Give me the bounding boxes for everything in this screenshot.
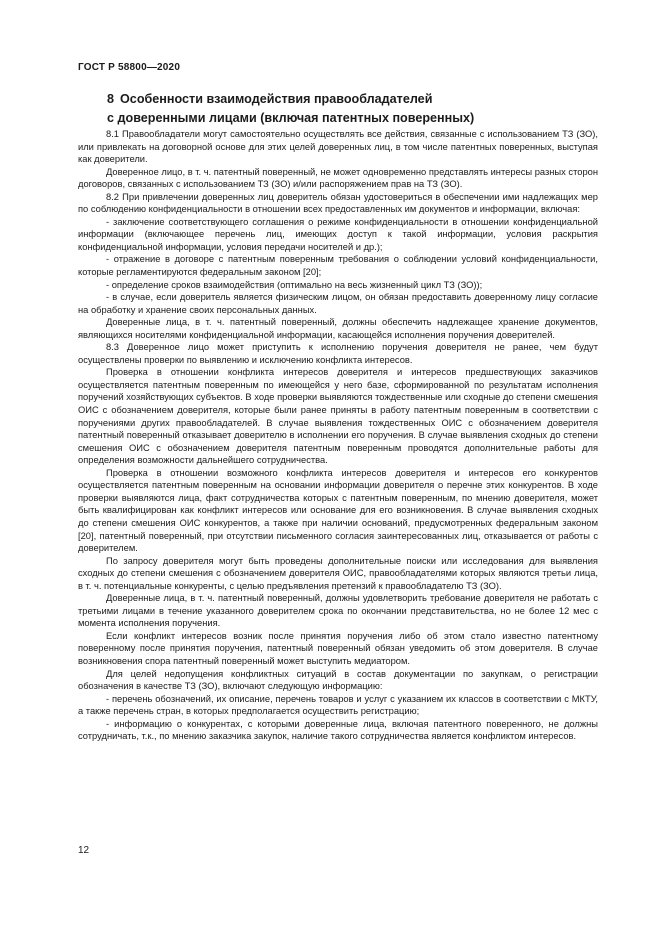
list-item: - перечень обозначений, их описание, перечень товаров и услуг с указанием их классов в соответствии с МКТУ, а также перечень стран, в которых предполагается осуществить регистрацию; bbox=[78, 693, 598, 717]
list-item: - заключение соответствующего соглашения о режиме конфиденциальности в отношении конфиденциальной информации (включающее перечень лиц, имеющих доступ к такой информации, условия раскрытия конфиденциальной информации, условия передачи носителей и др.); bbox=[78, 216, 598, 252]
section-title-line2: с доверенными лицами (включая патентных поверенных) bbox=[107, 111, 475, 125]
paragraph: По запросу доверителя могут быть проведены дополнительные поиски или исследования для выявления сходных до степени смешения с обозначением доверителя ОИС, правообладателями которых являются третьи лица, в т. ч. потенциальные конкуренты, с целью предъявления претензий к правообладателю ТЗ (ЗО). bbox=[78, 555, 598, 591]
paragraph: Доверенные лица, в т. ч. патентный поверенный, должны удовлетворить требование доверителя не работать с третьими лицами в течение указанного доверителем срока по окончании представительства, но не более 12 мес с момента исполнения поручения. bbox=[78, 593, 598, 629]
paragraph: Проверка в отношении возможного конфликта интересов доверителя и интересов его конкурентов осуществляется патентным поверенным на основании информации доверителя о перечне этих конкурентов. В ходе проверки выявляются лица, факт сотрудничества которых с патентным поверенным, по мнению доверителя, может быть квалифицирован как конфликт интересов или основание для его возникновения. В случае выявления сходных до степени смешения ОИС конкурентов, а также при наличии оснований, предусмотренных федеральным законом [20], патентный поверенный, при отсутствии письменного согласия заинтересованных лиц, отказывается от работы с доверителем. bbox=[78, 467, 598, 554]
section-title-line1: Особенности взаимодействия правообладателей bbox=[120, 92, 433, 106]
section-number: 8 bbox=[107, 92, 115, 106]
section-title bbox=[107, 90, 587, 128]
paragraph: Доверенное лицо, в т. ч. патентный поверенный, не может одновременно представлять интересы разных сторон договоров, связанных с использованием ТЗ (ЗО) и/или распоряжением прав на ТЗ (ЗО). bbox=[78, 166, 599, 190]
list-item: - определение сроков взаимодействия (оптимально на весь жизненный цикл ТЗ (ЗО)); bbox=[106, 279, 483, 290]
paragraph: 8.3 Доверенное лицо может приступить к исполнению поручения доверителя не ранее, чем будут осуществлены проверки по выявлению и исключению конфликта интересов. bbox=[78, 342, 598, 365]
paragraph: 8.1 Правообладатели могут самостоятельно осуществлять все действия, связанные с использованием ТЗ (ЗО), или привлекать на договорной основе для этих целей доверенных лиц, в том числе патентных поверенных, выступая как доверители. bbox=[78, 129, 598, 165]
list-item: - отражение в договоре с патентным поверенным требования о соблюдении условий конфиденциальности, которые регламентируются федеральным законом [20]; bbox=[78, 254, 598, 278]
paragraph: 8.2 При привлечении доверенных лиц доверитель обязан удостовериться в обеспечении ими надлежащих мер по соблюдению конфиденциальности в отношении всех предоставленных им документов и информации, включая: bbox=[78, 191, 598, 215]
paragraph: Если конфликт интересов возник после принятия поручения либо об этом стало известно патентному поверенному после принятия поручения, патентный поверенный обязан уведомить об этом доверителя. В случае возникновения спора патентный поверенный может выступить медиатором. bbox=[78, 630, 598, 666]
section-body bbox=[78, 128, 598, 743]
paragraph: Проверка в отношении конфликта интересов доверителя и интересов предшествующих заказчиков осуществляется патентным поверенным по имеющейся у него базе, сформированной по результатам исполнения поручений хозяйствующих субъектов. В ходе проверки выявляются тождественные или сходные до степени смешения ОИС с обозначением доверителя, которые были ранее приняты в работу патентным поверенным в соответствии с поручениями других правообладателей. В случае выявления тождественных ОИС с обозначением доверителя патентный поверенный отказывает доверителю в исполнении его поручения. В случае выявления сходных до степени смешения ОИС с обозначением доверителя патентным поверенным проводятся дополнительные работы для определения возможности дальнейшего сотрудничества. bbox=[78, 367, 598, 466]
page-number: 12 bbox=[78, 845, 90, 856]
document-header: ГОСТ Р 58800—2020 bbox=[78, 62, 181, 73]
list-item: - в случае, если доверитель является физическим лицом, он обязан предоставить доверенному лицу согласие на обработку и хранение своих персональных данных. bbox=[78, 292, 598, 315]
paragraph: Для целей недопущения конфликтных ситуаций в состав документации по закупкам, о регистрации обозначения в качестве ТЗ (ЗО), включают следующую информацию: bbox=[78, 668, 598, 692]
paragraph: Доверенные лица, в т. ч. патентный поверенный, должны обеспечить надлежащее хранение документов, являющихся носителями конфиденциальной информации, касающейся исполнения поручения доверителей. bbox=[78, 317, 598, 340]
list-item: - информацию о конкурентах, с которыми доверенные лица, включая патентного поверенного, не должны сотрудничать, т.к., по мнению заказчика закупок, наличие такого сотрудничества является конфликтом интересов. bbox=[78, 718, 598, 742]
